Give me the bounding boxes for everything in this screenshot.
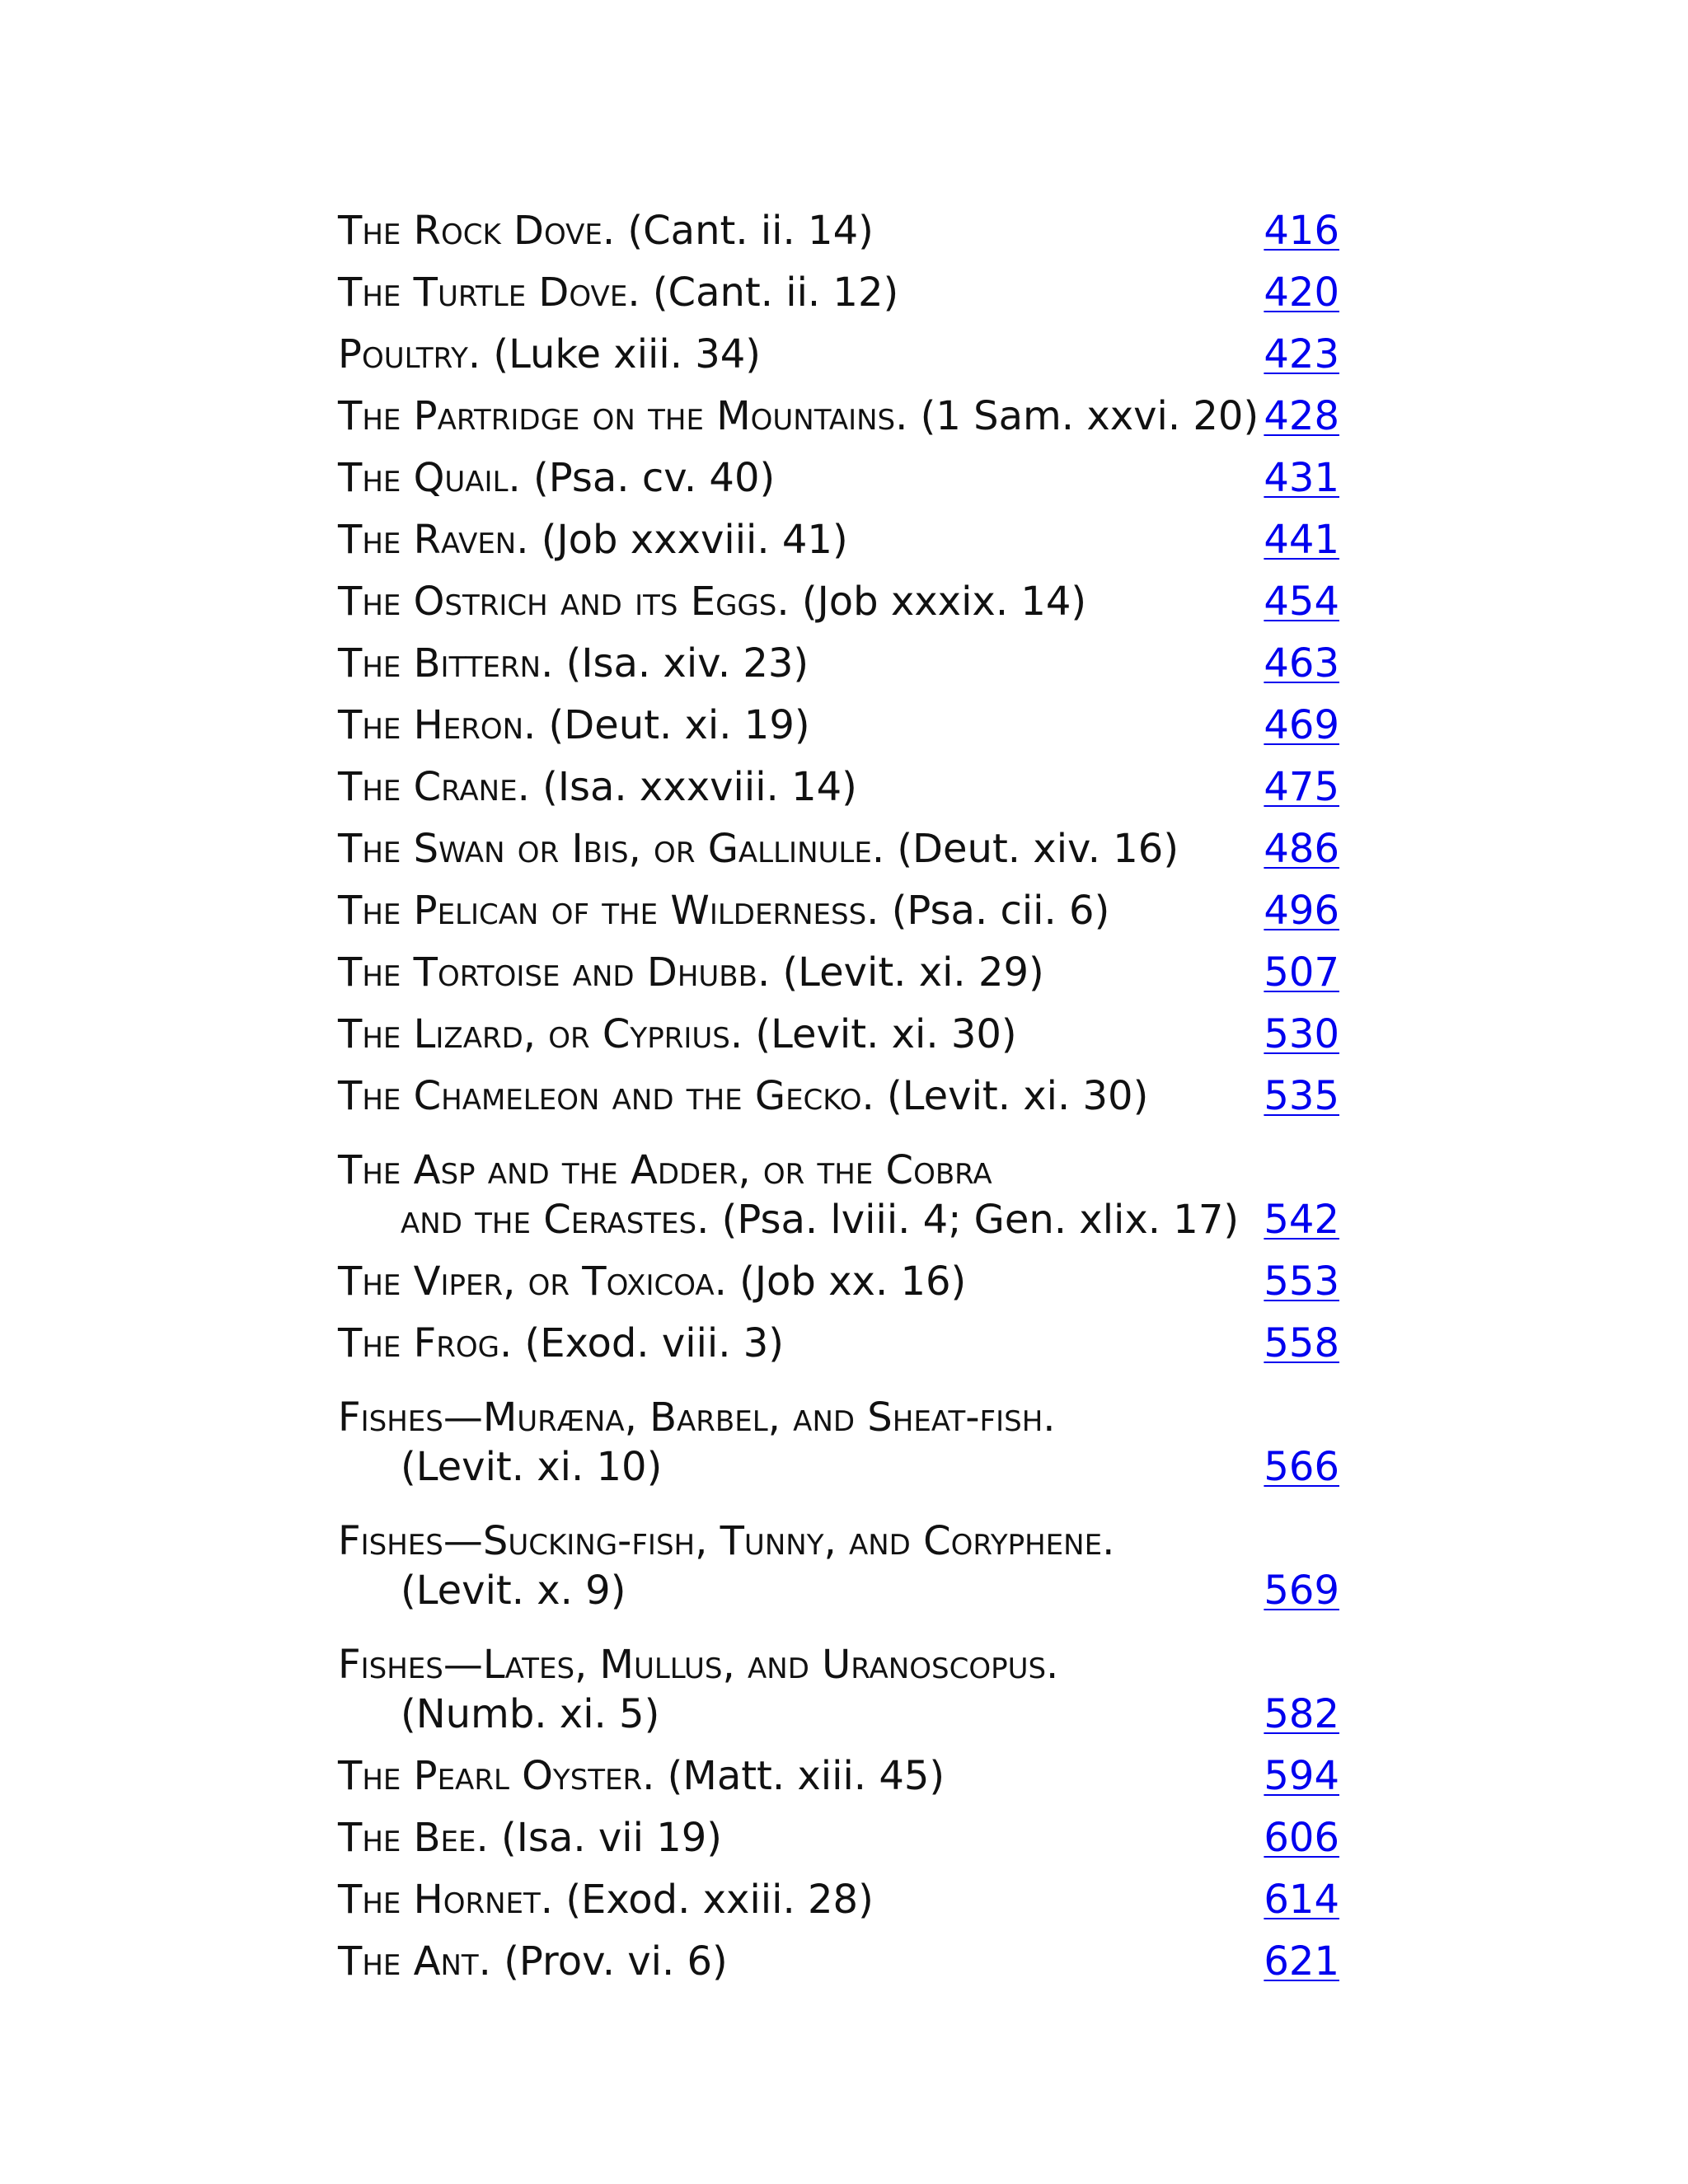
- page-link[interactable]: 553: [1264, 1258, 1339, 1305]
- entry-reference: . (Exod. xxiii. 28): [540, 1877, 874, 1923]
- entry-title: [338, 1146, 1264, 1250]
- table-of-contents: [338, 199, 1339, 1992]
- toc-entry: [338, 941, 1339, 1003]
- entry-reference: . (Prov. vi. 6): [478, 1938, 728, 1985]
- entry-reference: . (Deut. xiv. 16): [871, 826, 1179, 872]
- page-link[interactable]: 530: [1264, 1011, 1339, 1057]
- entry-title: [338, 1257, 1264, 1312]
- page-link[interactable]: 606: [1264, 1815, 1339, 1861]
- entry-reference: . (Exod. viii. 3): [499, 1320, 785, 1366]
- entry-reference: . (Levit. xi. 30): [729, 1011, 1017, 1057]
- entry-name: The Rock Dove: [338, 208, 603, 254]
- entry-reference: . (Deut. xi. 19): [523, 702, 810, 748]
- entry-reference: . (Psa. cv. 40): [508, 455, 776, 501]
- toc-entry: [338, 756, 1339, 818]
- entry-name: The Partridge on the Mountains: [338, 393, 896, 439]
- entry-reference: . (Isa. vii 19): [476, 1815, 723, 1861]
- entry-title: [338, 1319, 1264, 1374]
- page-link[interactable]: 423: [1264, 331, 1339, 377]
- entry-reference: . (Levit. xi. 29): [757, 949, 1044, 996]
- entry-reference: . (Cant. ii. 12): [627, 269, 899, 316]
- entry-title: [338, 515, 1264, 570]
- entry-title: [338, 701, 1264, 756]
- page-link[interactable]: 416: [1264, 208, 1339, 254]
- page-link[interactable]: 463: [1264, 640, 1339, 687]
- entry-reference: . (Job xx. 16): [714, 1258, 967, 1305]
- entry-title: [338, 639, 1264, 694]
- page-link[interactable]: 475: [1264, 764, 1339, 810]
- toc-entry: [338, 1065, 1339, 1127]
- toc-entry: [338, 570, 1339, 632]
- page-link[interactable]: 535: [1264, 1073, 1339, 1119]
- entry-title: [338, 1640, 1264, 1745]
- entry-reference: . (Matt. xiii. 45): [642, 1753, 945, 1799]
- page-link[interactable]: 507: [1264, 949, 1339, 996]
- entry-title: [338, 206, 1264, 261]
- toc-entry: [338, 447, 1339, 509]
- toc-entry: [338, 1497, 1339, 1621]
- toc-entry: [338, 199, 1339, 261]
- entry-title: [338, 1071, 1264, 1127]
- entry-name: The Hornet: [338, 1877, 541, 1923]
- entry-reference: . (Psa. lviii. 4; Gen. xlix. 17): [696, 1197, 1240, 1243]
- entry-name: The Pearl Oyster: [338, 1753, 643, 1799]
- entry-name: Fishes—Sucking-fish, Tunny, and Coryphene.: [338, 1518, 1115, 1564]
- entry-name: Fishes—Muræna, Barbel, and Sheat-fish.: [338, 1394, 1056, 1441]
- page-link[interactable]: 486: [1264, 826, 1339, 872]
- page-link[interactable]: 621: [1264, 1938, 1339, 1985]
- entry-title: [338, 762, 1264, 818]
- toc-entry: [338, 1250, 1339, 1312]
- page-link[interactable]: 614: [1264, 1877, 1339, 1923]
- toc-entry: [338, 1745, 1339, 1807]
- entry-name: The Viper, or Toxicoa: [338, 1258, 715, 1305]
- page-link[interactable]: 582: [1264, 1691, 1339, 1737]
- entry-name: Poultry: [338, 331, 468, 377]
- entry-name: The Heron: [338, 702, 524, 748]
- page-link[interactable]: 469: [1264, 702, 1339, 748]
- toc-entry: [338, 1374, 1339, 1497]
- entry-name: The Chameleon and the Gecko: [338, 1073, 862, 1119]
- entry-name: The Tortoise and Dhubb: [338, 949, 757, 996]
- entry-title: [338, 948, 1264, 1003]
- page-link[interactable]: 558: [1264, 1320, 1339, 1366]
- entry-name: The Raven: [338, 517, 517, 563]
- page-link[interactable]: 428: [1264, 393, 1339, 439]
- entry-reference: (Levit. xi. 10): [401, 1444, 663, 1490]
- entry-reference: (Numb. xi. 5): [401, 1691, 660, 1737]
- entry-title: [338, 1813, 1264, 1868]
- entry-name: The Lizard, or Cyprius: [338, 1011, 730, 1057]
- entry-name: Fishes—Lates, Mullus, and Uranoscopus.: [338, 1642, 1059, 1688]
- entry-name: The Quail: [338, 455, 509, 501]
- toc-entry: [338, 879, 1339, 941]
- entry-title: [338, 1937, 1264, 1992]
- entry-reference: . (Luke xiii. 34): [467, 331, 762, 377]
- entry-reference: . (Cant. ii. 14): [602, 208, 874, 254]
- entry-title: [338, 268, 1264, 323]
- entry-reference: . (Levit. xi. 30): [861, 1073, 1149, 1119]
- page-link[interactable]: 542: [1264, 1197, 1339, 1243]
- entry-name: The Ostrich and its Eggs: [338, 579, 777, 625]
- toc-entry: [338, 261, 1339, 323]
- entry-title: [338, 391, 1264, 447]
- entry-title: [338, 1393, 1264, 1497]
- page-link[interactable]: 594: [1264, 1753, 1339, 1799]
- toc-entry: [338, 694, 1339, 756]
- toc-entry: [338, 818, 1339, 879]
- toc-entry: [338, 1621, 1339, 1745]
- entry-name: The Swan or Ibis, or Gallinule: [338, 826, 872, 872]
- toc-entry: [338, 1868, 1339, 1930]
- toc-entry: [338, 1807, 1339, 1868]
- entry-title: [338, 1516, 1264, 1621]
- entry-reference: . (Isa. xxxviii. 14): [517, 764, 857, 810]
- entry-name: The Pelican of the Wilderness: [338, 888, 867, 934]
- entry-reference: . (Isa. xiv. 23): [541, 640, 809, 687]
- page-link[interactable]: 569: [1264, 1568, 1339, 1614]
- entry-reference: . (Psa. cii. 6): [866, 888, 1110, 934]
- toc-entry: [338, 1127, 1339, 1250]
- entry-name: The Bittern: [338, 640, 542, 687]
- page-link[interactable]: 566: [1264, 1444, 1339, 1490]
- entry-title: [338, 1010, 1264, 1065]
- entry-name: The Crane: [338, 764, 518, 810]
- entry-reference: (Levit. x. 9): [401, 1568, 626, 1614]
- toc-entry: [338, 385, 1339, 447]
- entry-reference: . (Job xxxix. 14): [776, 579, 1087, 625]
- entry-name: The Frog: [338, 1320, 499, 1366]
- page-link[interactable]: 420: [1264, 269, 1339, 316]
- toc-entry: [338, 323, 1339, 385]
- entry-name: The Ant: [338, 1938, 479, 1985]
- entry-name: The Bee: [338, 1815, 476, 1861]
- toc-entry: [338, 509, 1339, 570]
- toc-entry: [338, 1003, 1339, 1065]
- entry-title: [338, 330, 1264, 385]
- page-link[interactable]: 431: [1264, 455, 1339, 501]
- entry-reference: . (1 Sam. xxvi. 20): [895, 393, 1259, 439]
- entry-title: [338, 577, 1264, 632]
- entry-title: [338, 824, 1264, 879]
- toc-entry: [338, 1312, 1339, 1374]
- toc-entry: [338, 632, 1339, 694]
- entry-name: The Turtle Dove: [338, 269, 628, 316]
- entry-title: [338, 886, 1264, 941]
- page-link[interactable]: 454: [1264, 579, 1339, 625]
- page-link[interactable]: 496: [1264, 888, 1339, 934]
- entry-title: [338, 453, 1264, 509]
- page-link[interactable]: 441: [1264, 517, 1339, 563]
- entry-name-continued: and the Cerastes: [401, 1197, 697, 1243]
- entry-title: [338, 1875, 1264, 1930]
- entry-title: [338, 1751, 1264, 1807]
- entry-name: The Asp and the Adder, or the Cobra: [338, 1147, 992, 1193]
- toc-entry: [338, 1930, 1339, 1992]
- entry-reference: . (Job xxxviii. 41): [516, 517, 848, 563]
